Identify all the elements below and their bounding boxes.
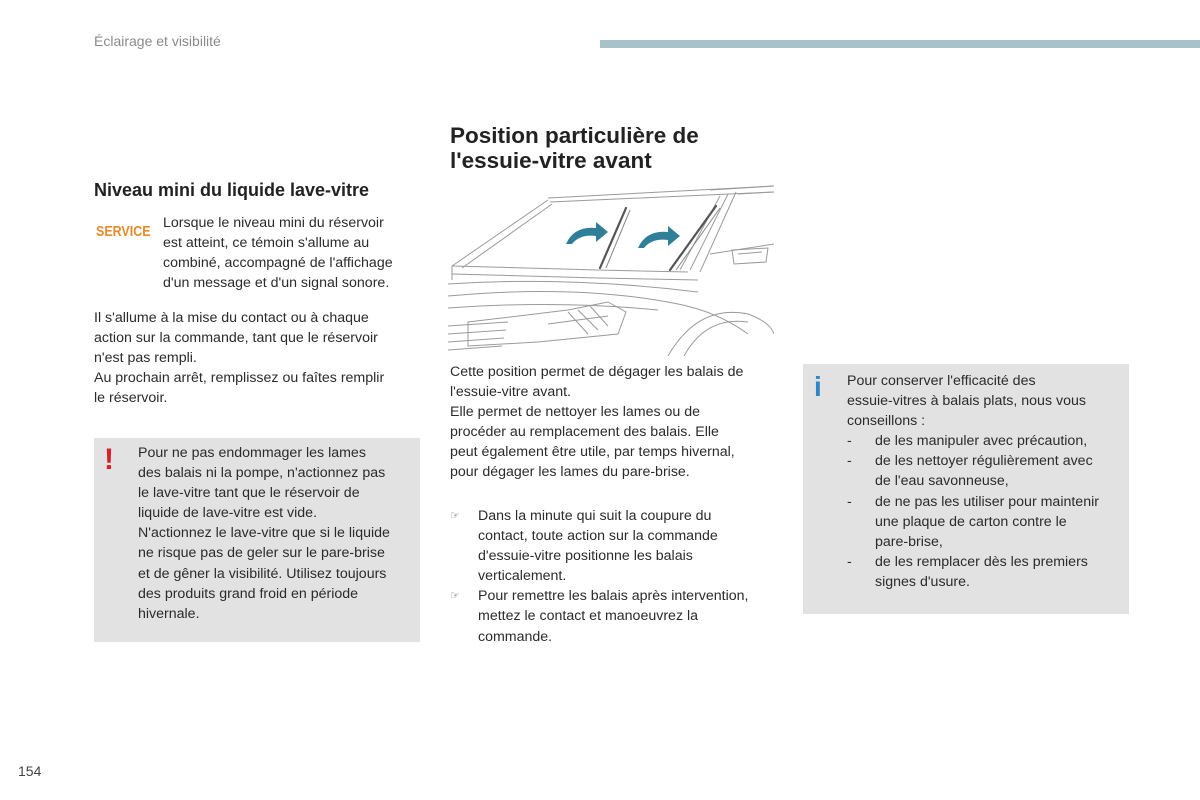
page-number: 154 [18, 763, 42, 779]
windscreen-wiper-illustration [448, 184, 774, 356]
info-text [847, 371, 1127, 592]
washer-intro [163, 213, 393, 293]
list-item [847, 431, 1127, 451]
heading-wiper-position [450, 123, 699, 173]
wiper-paragraph [450, 362, 743, 483]
wiper-steps [450, 506, 780, 647]
text-line: verticalement. [478, 568, 567, 585]
dash-bullet: - [847, 433, 852, 450]
list-item [450, 506, 780, 586]
text-line: Pour conserver l'efficacité des [847, 373, 1036, 389]
exclamation-warning-icon: ! [104, 443, 114, 476]
heading-line: Position particulière de [450, 123, 699, 148]
text-line: n'est pas rempli. [94, 350, 197, 367]
text-line: de les nettoyer régulièrement avec [875, 453, 1093, 470]
text-line: liquide de lave-vitre est vide. [138, 505, 318, 522]
text-line: et de gêner la visibilité. Utilisez toujours [138, 565, 387, 582]
pointing-hand-icon: ☞ [450, 590, 460, 603]
text-line: l'essuie-vitre avant. [450, 384, 571, 401]
service-warning-icon: SERVICE [96, 224, 151, 240]
text-line: commande. [478, 628, 553, 645]
dash-bullet: - [847, 453, 852, 470]
text-line: Elle permet de nettoyer les lames ou de [450, 404, 700, 421]
text-line: des balais ni la pompe, n'actionnez pas [138, 465, 386, 482]
text-line: d'un message et d'un signal sonore. [163, 275, 390, 292]
text-line: ne risque pas de geler sur le pare-brise [138, 545, 385, 562]
text-line: de l'eau savonneuse, [875, 473, 1009, 490]
text-line: hivernale. [138, 605, 200, 622]
text-line: mettez le contact et manoeuvrez la [478, 608, 699, 625]
text-line: Il s'allume à la mise du contact ou à chaque [94, 310, 369, 326]
text-line: contact, toute action sur la commande [478, 528, 718, 545]
list-item [847, 552, 1127, 592]
heading-line: l'essuie-vitre avant [450, 148, 652, 173]
section-title: Éclairage et visibilité [94, 33, 221, 49]
pointing-hand-icon: ☞ [450, 510, 460, 522]
text-line: d'essuie-vitre positionne les balais [478, 548, 693, 565]
dash-bullet: - [847, 553, 852, 570]
warning-text [138, 443, 390, 624]
text-line: est atteint, ce témoin s'allume au [163, 235, 370, 252]
washer-paragraph [94, 308, 384, 408]
list-item [847, 451, 1127, 491]
text-line: combiné, accompagné de l'affichage [163, 255, 393, 272]
text-line: N'actionnez le lave-vitre que si le liquide [138, 525, 390, 542]
text-line: le lave-vitre tant que le réservoir de [138, 485, 360, 502]
text-line: de ne pas les utiliser pour maintenir [875, 493, 1099, 510]
info-icon: i [814, 371, 822, 402]
text-line: essuie-vitres à balais plats, nous vous [847, 393, 1086, 410]
text-line: le réservoir. [94, 390, 168, 407]
text-line: Pour ne pas endommager les lames [138, 445, 366, 461]
text-line: Lorsque le niveau mini du réservoir [163, 215, 384, 231]
list-item [847, 492, 1127, 552]
text-line: Dans la minute qui suit la coupure du [478, 508, 712, 524]
dash-bullet: - [847, 493, 852, 510]
text-line: Cette position permet de dégager les balais de [450, 364, 744, 380]
text-line: procéder au remplacement des balais. Elle [450, 424, 719, 441]
text-line: Au prochain arrêt, remplissez ou faîtes remplir [94, 370, 385, 387]
text-line: action sur la commande, tant que le réservoir [94, 330, 378, 347]
text-line: pour dégager les lames du pare-brise. [450, 464, 690, 481]
header-bar [600, 40, 1200, 48]
text-line: Pour remettre les balais après intervention, [478, 588, 749, 605]
text-line: de les manipuler avec précaution, [875, 433, 1088, 450]
text-line: pare-brise, [875, 533, 943, 550]
text-line: conseillons : [847, 413, 926, 430]
text-line: peut également être utile, par temps hivernal, [450, 444, 735, 461]
heading-washer-fluid: Niveau mini du liquide lave-vitre [94, 180, 370, 200]
text-line: signes d'usure. [875, 573, 970, 590]
text-line: une plaque de carton contre le [875, 513, 1067, 530]
text-line: des produits grand froid en période [138, 585, 359, 602]
text-line: de les remplacer dès les premiers [875, 553, 1088, 570]
list-item [450, 586, 780, 646]
